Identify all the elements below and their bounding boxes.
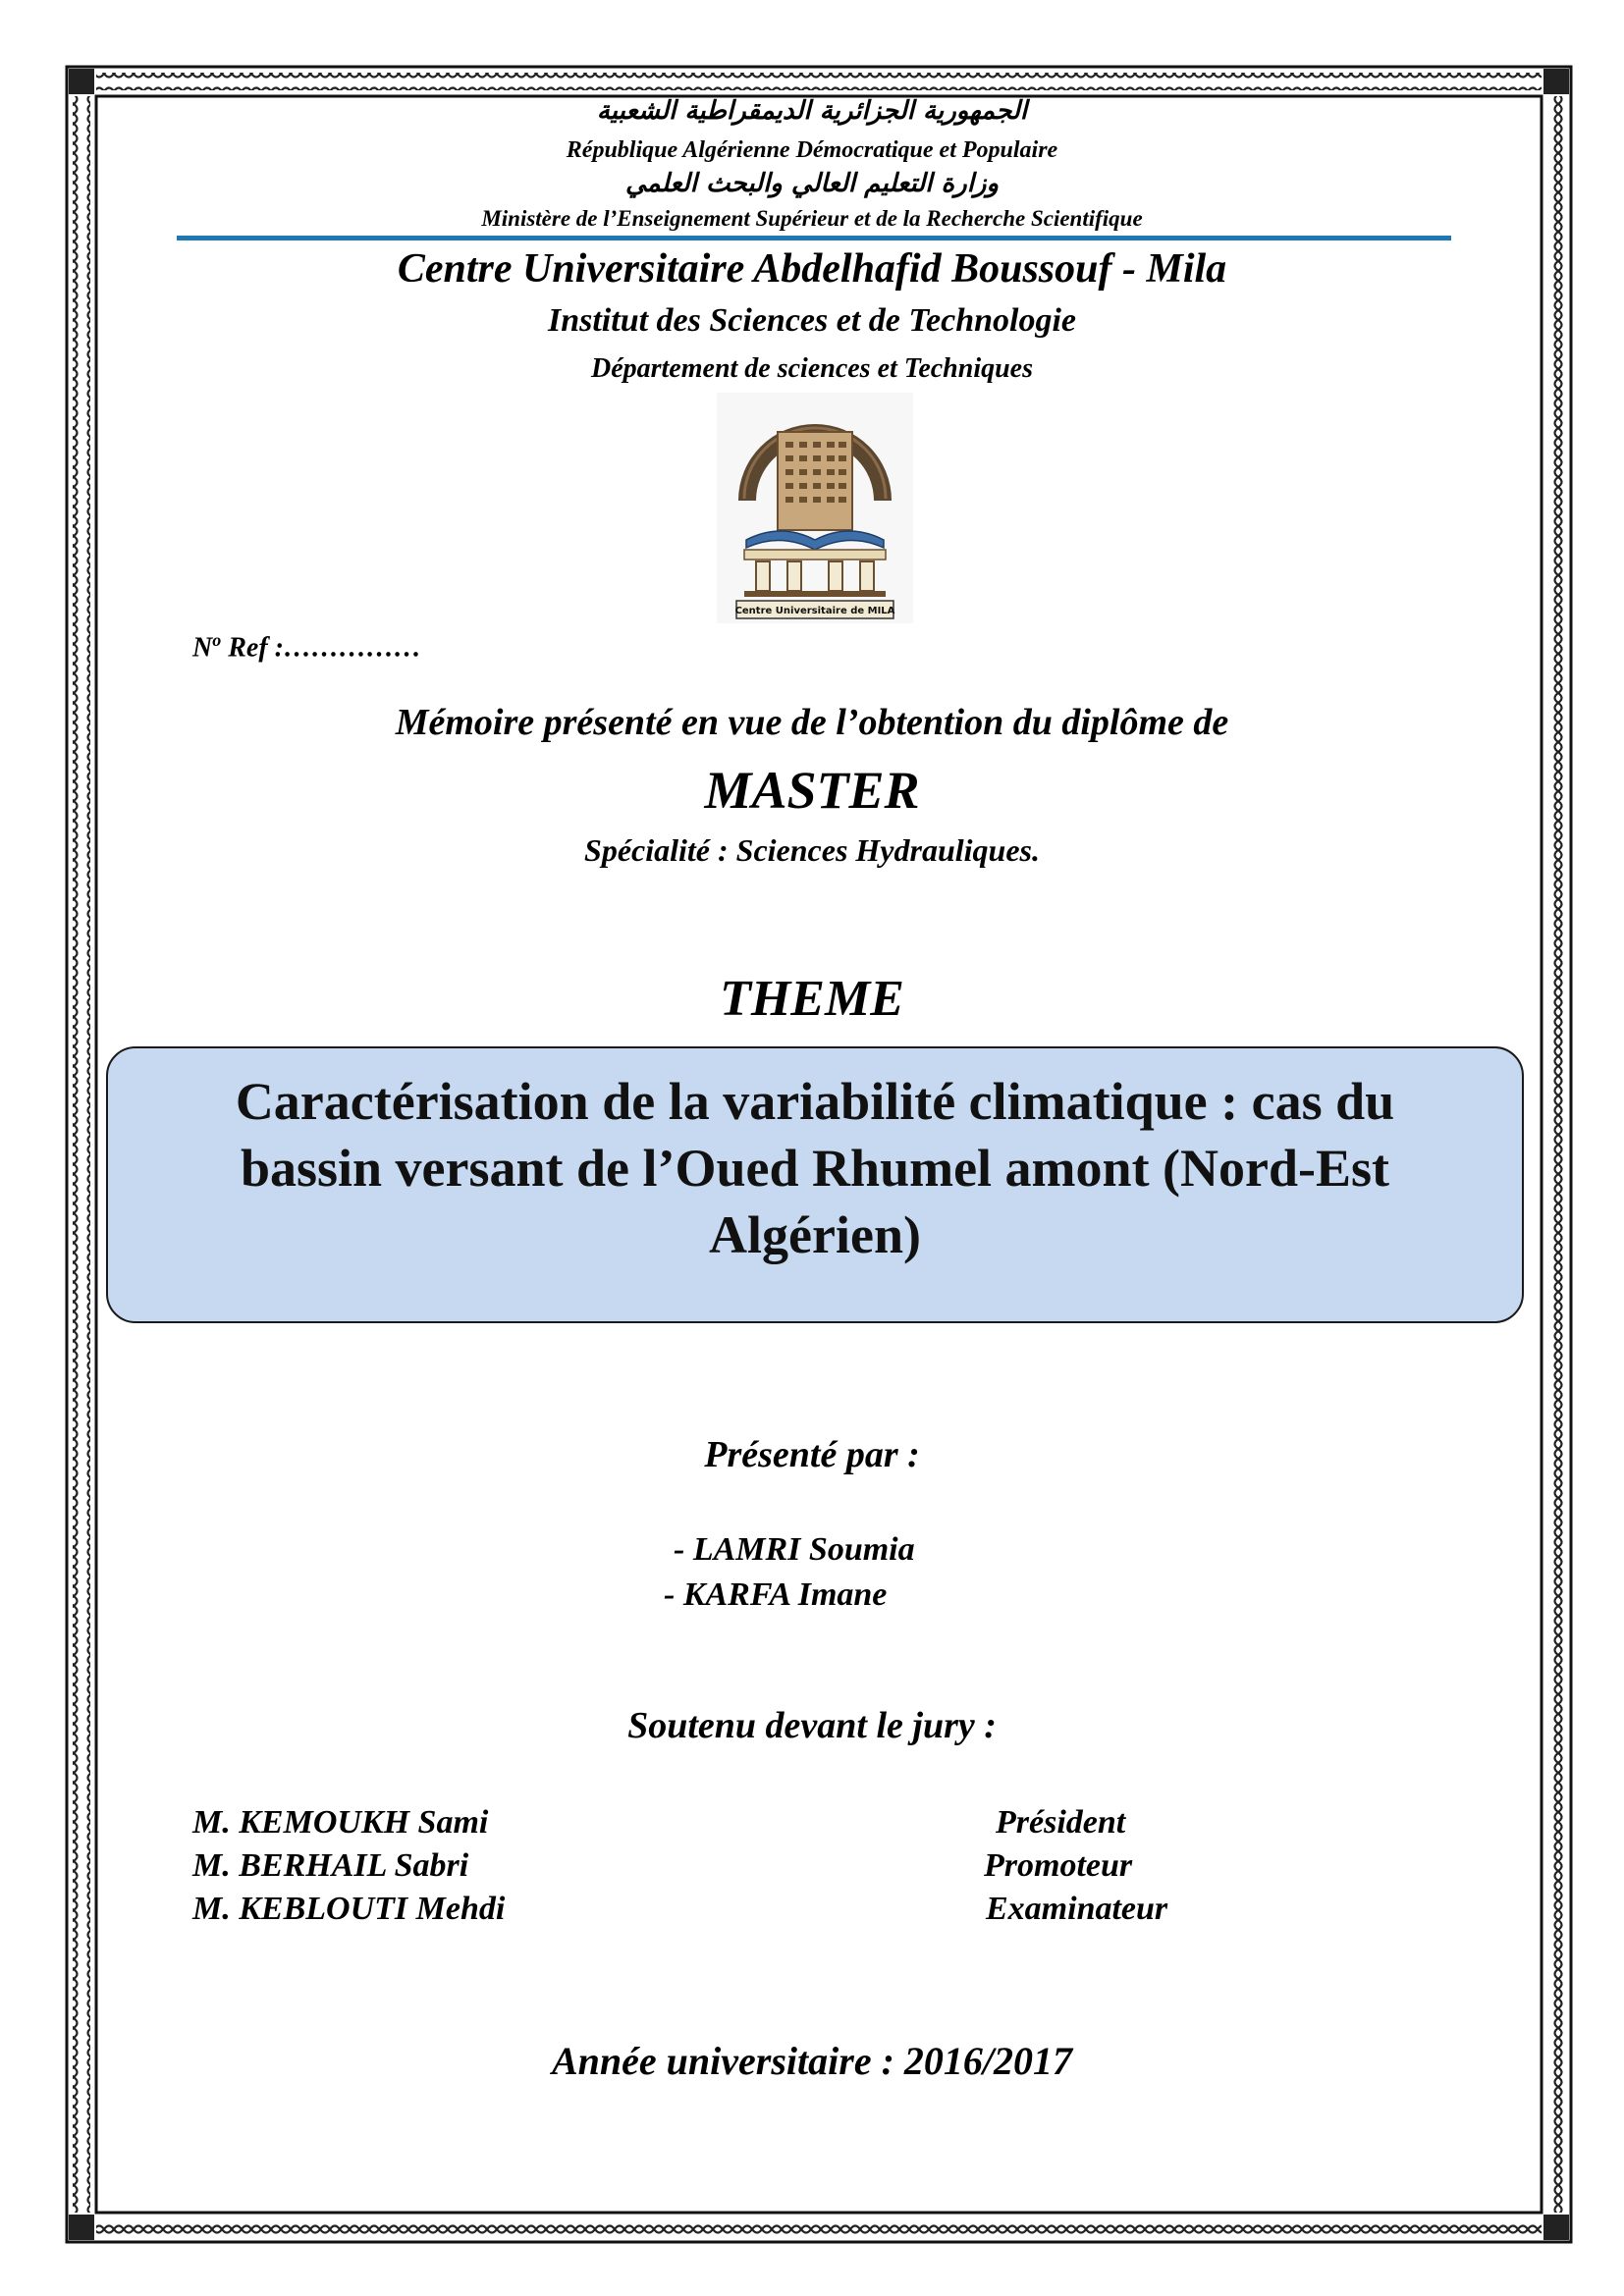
header-arabic-ministry: وزارة التعليم العالي والبحث العلمي	[624, 169, 1000, 198]
header-divider	[177, 236, 1451, 240]
header-arabic-republic: الجمهورية الجزائرية الديمقراطية الشعبية	[596, 96, 1028, 126]
speciality: Spécialité : Sciences Hydrauliques.	[584, 832, 1040, 868]
jury-member-name: M. KEBLOUTI Mehdi	[192, 1891, 506, 1927]
author-name: - LAMRI Soumia	[674, 1531, 915, 1568]
theme-title-line-2: bassin versant de l’Oued Rhumel amont (Nord-Est	[240, 1139, 1390, 1198]
memoire-intro: Mémoire présenté en vue de l’obtention du diplôme de	[395, 702, 1229, 743]
logo-caption: Centre Universitaire de MILA	[734, 606, 895, 616]
authors-heading: Présenté par :	[704, 1434, 920, 1475]
institution-department: Département de sciences et Techniques	[590, 353, 1033, 384]
author-name: - KARFA Imane	[664, 1576, 888, 1613]
institution-centre: Centre Universitaire Abdelhafid Boussouf - Mila	[397, 246, 1227, 292]
theme-title	[106, 1068, 1524, 1268]
jury-heading: Soutenu devant le jury :	[627, 1705, 997, 1746]
institution-institute: Institut des Sciences et de Technologie	[547, 302, 1076, 339]
theme-title-line-1: Caractérisation de la variabilité climatique : cas du	[235, 1072, 1395, 1131]
header-ministry: Ministère de l’Enseignement Supérieur et de la Recherche Scientifique	[481, 206, 1143, 231]
header-republic: République Algérienne Démocratique et Populaire	[566, 137, 1058, 163]
degree-title: MASTER	[704, 761, 920, 820]
jury-member-name: M. KEMOUKH Sami	[192, 1804, 489, 1841]
jury-member-role: Examinateur	[986, 1891, 1168, 1927]
theme-title-line-3: Algérien)	[709, 1205, 921, 1264]
jury-member-name: M. BERHAIL Sabri	[192, 1847, 469, 1884]
academic-year: Année universitaire : 2016/2017	[551, 2039, 1073, 2083]
university-logo	[717, 393, 913, 623]
reference-number: $N^o$ Ref :……………	[192, 630, 421, 664]
jury-member-role: Président	[996, 1804, 1126, 1841]
jury-member-role: Promoteur	[984, 1847, 1133, 1884]
theme-heading: THEME	[720, 971, 904, 1027]
